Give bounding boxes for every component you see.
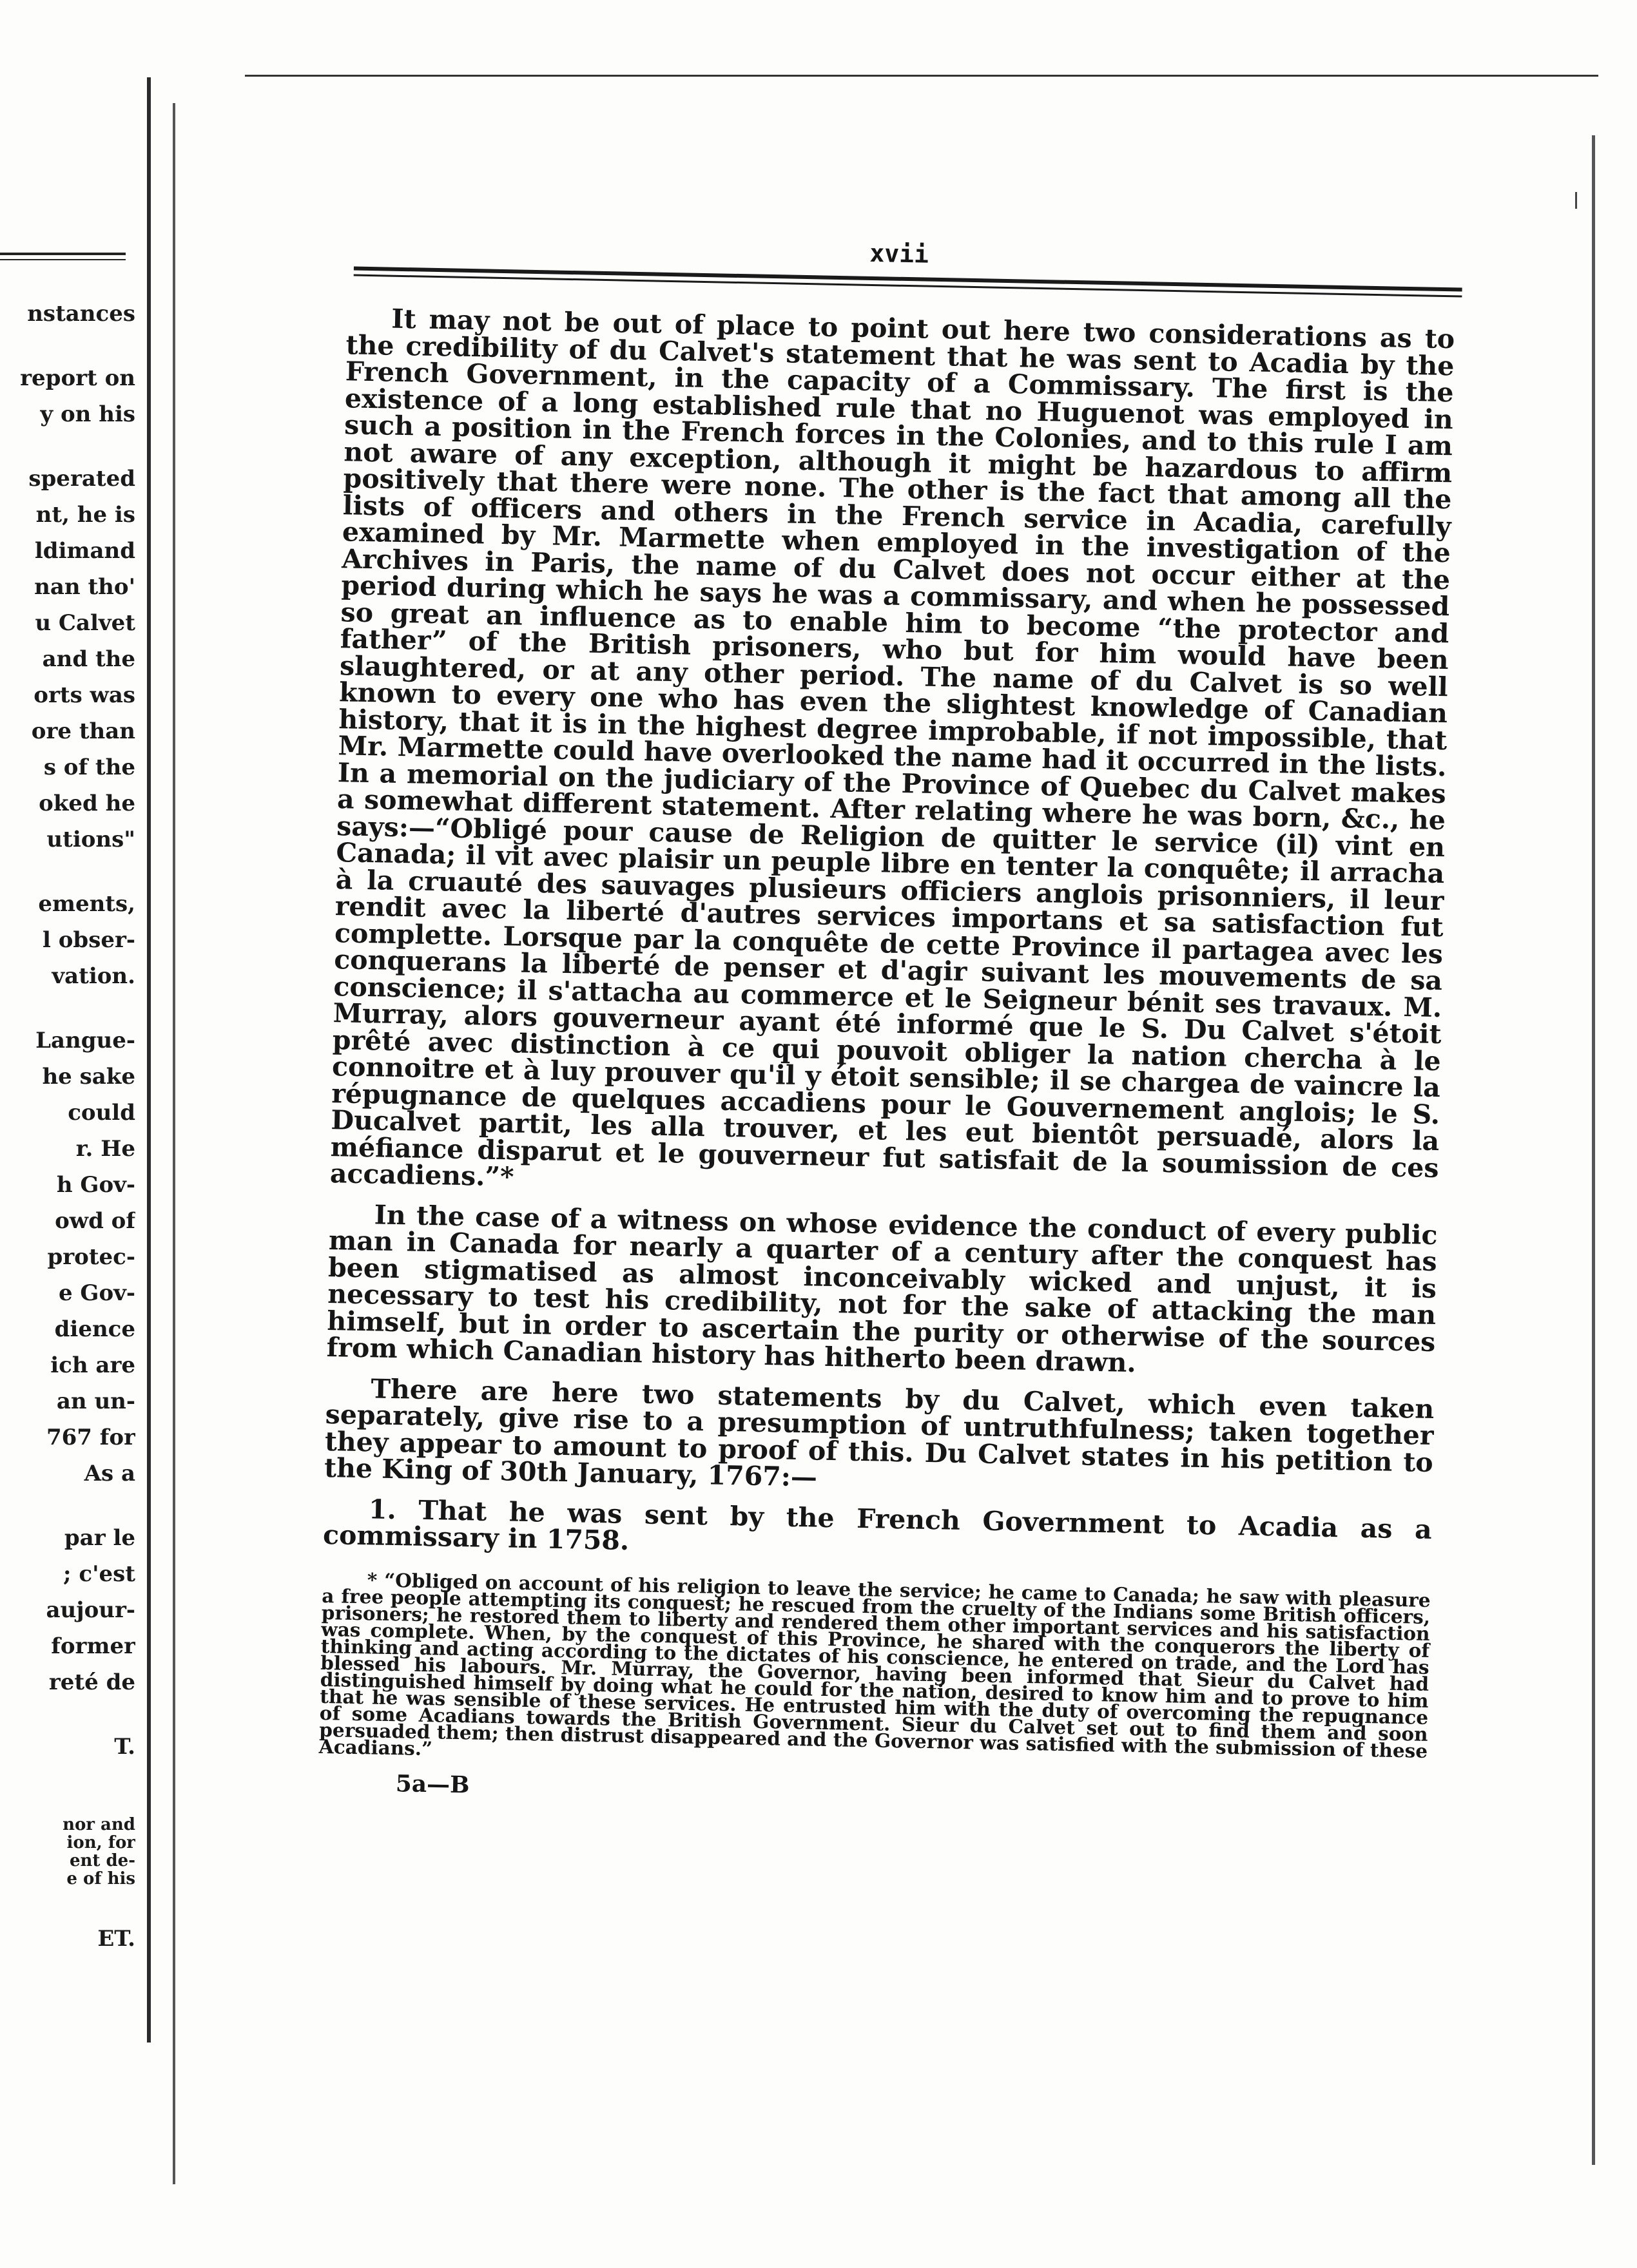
- left-page-line: As a: [84, 1461, 135, 1486]
- left-page-line: aujour-: [46, 1597, 135, 1623]
- left-page-line: vation.: [52, 963, 135, 989]
- left-page-line: l obser-: [42, 927, 135, 953]
- left-page-footnote-line: e of his: [66, 1869, 135, 1888]
- gutter-shadow: [147, 77, 151, 2042]
- paragraph-credibility: It may not be out of place to point out here two considerations as to the credibility of du Calvet's statement that he was sent to Acadia by the French Government, in the capacity of a Commissary. The first is the existence of a long established rule that no Huguenot was employed in such a position in the French forces in the Colonies, and to this rule I am not aware of any exception, although it might be hazardous to affirm positively that there were none. The other is the fact that among all the lists of officers and others in the French service in Acadia, carefully examined by Mr. Marmette when employed in the investigation of the Archives in Paris, the name of du Calvet does not occur either at the period during which he says he was a commissary, and when he possessed so great an influence as to enable him to become “the protector and father” of the British prisoners, who but for him would have been slaughtered, or at any other period. The name of du Calvet is so well known to every one who has even the slightest knowledge of Canadian history, that it is in the highest degree improbable, if not impossible, that Mr. Marmette could have overlooked the name had it occurred in the lists. In a memorial on the judiciary of the Province of Quebec du Calvet makes a somewhat different statement. After relating where he was born, &c., he says:—“Obligé pour cause de Religion de quitter le service (il) vint en Canada; il vit avec plaisir un peuple libre en tenter la conquête; il arracha à la cruauté des sauvages plusieurs officiers anglois prisonniers, il leur rendit avec la liberté d'autres services importans et sa satisfaction fut complette. Lorsque par la conquête de cette Province il partagea avec les conquerans la liberté de penser et d'agir suivant les mouvements de sa conscience; il s'attacha au commerce et le Seigneur bénit ses travaux. M. Murray, alors gouverneur ayant été informé que le S. Du Calvet s'étoit prêté avec distinction à ce qui pouvoit obliger la nation chercha à le connoitre et à luy prouver qu'il y étoit sensible; il se chargea de vaincre la répugnance de quelques accadiens pour le Gouvernement anglois; le S. Ducalvet partit, les alla trouver, et les eut bientôt persuadé, alors la méfiance disparut et le gouverneur fut satisfait de la soumission de ces accadiens.”*: [329, 303, 1455, 1193]
- left-page-line: h Gov-: [56, 1172, 135, 1198]
- body-text: [318, 305, 1455, 1817]
- left-page-line: u Calvet: [35, 610, 135, 636]
- page-number: xvii: [869, 238, 929, 269]
- left-page-line: he sake: [42, 1064, 135, 1090]
- left-page-line: r. He: [75, 1136, 135, 1162]
- left-page-line: nstances: [27, 301, 135, 327]
- margin-mark: [1575, 192, 1577, 209]
- left-page-line: T.: [114, 1734, 135, 1760]
- left-page-signature: ET.: [97, 1926, 135, 1952]
- left-page-line: ore than: [31, 718, 135, 744]
- left-page-line: s of the: [43, 754, 135, 780]
- left-page-line: protec-: [47, 1244, 135, 1270]
- left-page-line: orts was: [34, 682, 135, 708]
- page-edge-left: [173, 103, 175, 2184]
- left-page-line: reté de: [48, 1669, 135, 1695]
- paragraph-statements: There are here two statements by du Calvet, which even taken separately, give rise to a presumption of untruthfulness; taken together they appear to amount to proof of this. Du Calvet states in his petition to the King of 30th January, 1767:—: [324, 1372, 1435, 1493]
- left-page-line: e Gov-: [58, 1280, 135, 1306]
- printer-signature: 5a—B: [395, 1769, 470, 1798]
- left-rule-thin: [0, 259, 126, 260]
- left-facing-page: [0, 84, 135, 2107]
- left-page-line: Langue-: [35, 1028, 135, 1053]
- paragraph-witness: In the case of a witness on whose evidence the conduct of every public man in Canada for nearly a quarter of a century after the conquest has been stigmatised as almost inconceivably wicked and unjust, it is necessary to test his credibility, not for the sake of attacking the man himself, but in order to ascertain the purity or otherwise of the sources from which Canadian history has hitherto been drawn.: [326, 1198, 1438, 1379]
- page-edge-right: [1592, 135, 1595, 2165]
- left-page-line: 767 for: [46, 1425, 135, 1450]
- left-page-line: ldimand: [34, 538, 135, 564]
- page-edge-top: [245, 75, 1598, 77]
- left-page-line: y on his: [40, 401, 135, 427]
- left-page-line: par le: [64, 1525, 135, 1551]
- left-page-line: could: [68, 1100, 135, 1126]
- left-page-line: and the: [42, 646, 135, 672]
- left-page-line: sperated: [28, 466, 135, 492]
- footnote: * “Obliged on account of his religion to leave the service; he came to Canada; he saw with pleasure a free people attempting its conquest; he rescued from the cruelty of the Indians some British officers, prisoners; he restored them to liberty and rendered them other important services and his satisfaction was complete. When, by the conquest of this Province, he shared with the conquerors the liberty of thinking and acting according to the dictates of his conscience, he entered on trade, and the Lord has blessed his labours. Mr. Murray, the Governor, having been informed that Sieur du Calvet had distinguished himself by doing what he could for the nation, desired to know him and to prove to him that he was sensible of these services. He entrusted him with the duty of overcoming the repugnance of some Acadians towards the British Government. Sieur du Calvet set out to find them and soon persuaded them; then distrust disappeared and the Governor was satisfied with the submission of these Acadians.”: [318, 1568, 1431, 1762]
- left-page-line: owd of: [55, 1208, 135, 1234]
- paragraph-numbered-1: 1. That he was sent by the French Government to Acadia as a commissary in 1758.: [322, 1493, 1433, 1557]
- left-page-footnote-line: nor and: [63, 1815, 135, 1834]
- left-page-line: an un-: [56, 1389, 135, 1414]
- left-page-line: ich are: [50, 1352, 135, 1378]
- left-page-line: oked he: [39, 791, 135, 816]
- left-page-line: utions": [46, 827, 135, 852]
- left-page-line: ements,: [38, 891, 135, 917]
- left-page-footnote-line: ion, for: [66, 1833, 135, 1852]
- left-page-line: ; c'est: [63, 1561, 135, 1587]
- left-page-line: former: [51, 1633, 135, 1659]
- left-rule-thick: [0, 253, 126, 255]
- left-page-line: nan tho': [34, 574, 135, 600]
- left-page-footnote-line: ent de-: [69, 1851, 135, 1870]
- left-page-line: nt, he is: [35, 502, 135, 528]
- left-page-line: dience: [54, 1316, 135, 1342]
- left-page-line: report on: [20, 365, 135, 391]
